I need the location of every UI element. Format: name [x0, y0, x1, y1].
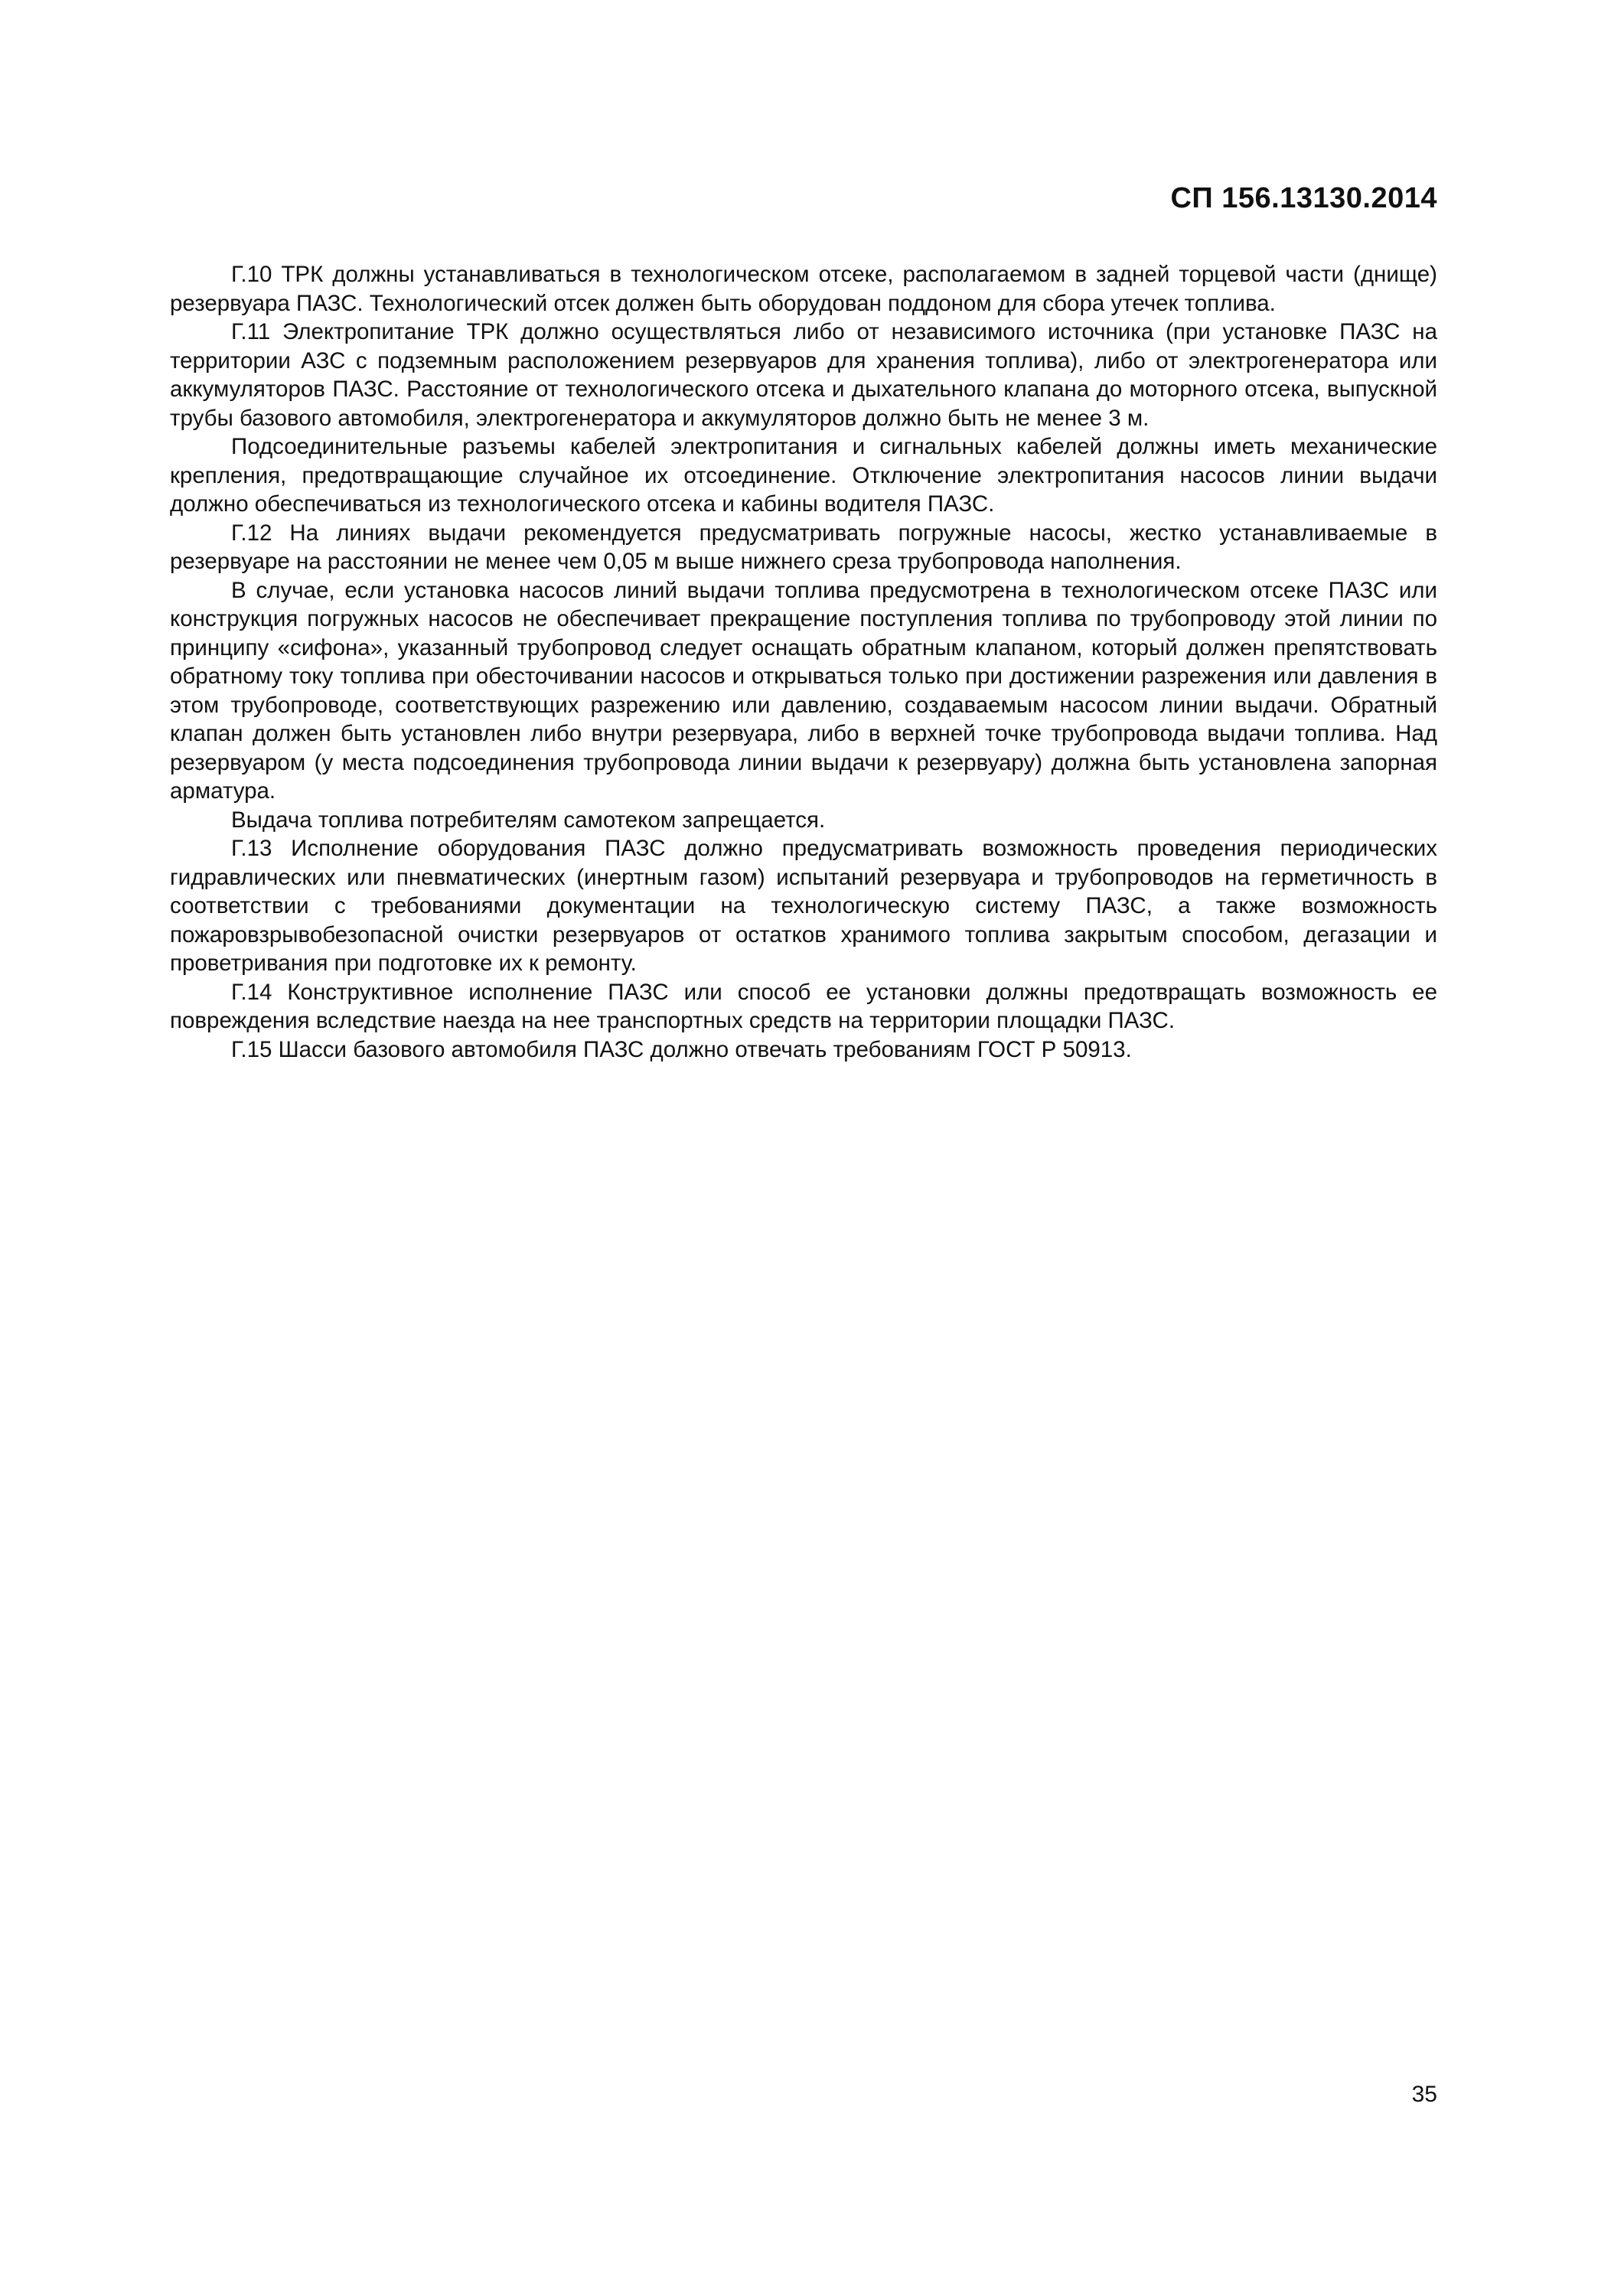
paragraph-g12-check-valve: В случае, если установка насосов линий выдачи топлива предусмотрена в технологическом отсеке ПАЗС или конструкция погружных насосов не обеспечивает прекращение поступления топлива по трубопроводу этой линии по принципу «сифона», указанный трубопровод следует оснащать обратным клапаном, который должен препятствовать обратному току топлива при обесточивании насосов и открываться только при достижении разрежения или давления в этом трубопроводе, соответствующих разрежению или давлению, создаваемым насосом линии выдачи. Обратный клапан должен быть установлен либо внутри резервуара, либо в верхней точке трубопровода выдачи топлива. Над резервуаром (у места подсоединения трубопровода линии выдачи к резервуару) должна быть установлена запорная арматура.: [170, 577, 1437, 804]
paragraph-g14: Г.14 Конструктивное исполнение ПАЗС или способ ее установки должны предотвращать возможность ее повреждения вследствие наезда на нее транспортных средств на территории площадки ПАЗС.: [170, 979, 1437, 1033]
paragraph-g10: Г.10 ТРК должны устанавливаться в технологическом отсеке, располагаемом в задней торцевой части (днище) резервуара ПАЗС. Технологический отсек должен быть оборудован поддоном для сбора утечек топлива.: [170, 262, 1437, 316]
paragraph-g12: Г.12 На линиях выдачи рекомендуется предусматривать погружные насосы, жестко устанавливаемые в резервуаре на расстоянии не менее чем 0,05 м выше нижнего среза трубопровода наполнения.: [170, 520, 1437, 574]
document-body: [170, 260, 1437, 1064]
paragraph-g15: Г.15 Шасси базового автомобиля ПАЗС должно отвечать требованиям ГОСТ Р 50913.: [231, 1036, 1132, 1062]
paragraph-g12-gravity-ban: Выдача топлива потребителям самотеком запрещается.: [231, 807, 826, 833]
document-code-header: СП 156.13130.2014: [1170, 182, 1437, 214]
paragraph-g13: Г.13 Исполнение оборудования ПАЗС должно предусматривать возможность проведения периодических гидравлических или пневматических (инертным газом) испытаний резервуара и трубопроводов на герметичность в соответствии с требованиями документации на технологическую систему ПАЗС, а также возможность пожаровзрывобезопасной очистки резервуаров от остатков хранимого топлива закрытым способом, дегазации и проветривания при подготовке их к ремонту.: [170, 836, 1437, 976]
page-number: 35: [1411, 2082, 1437, 2107]
paragraph-g11: Г.11 Электропитание ТРК должно осуществляться либо от независимого источника (при установке ПАЗС на территории АЗС с подземным расположением резервуаров для хранения топлива), либо от электрогенератора или аккумуляторов ПАЗС. Расстояние от технологического отсека и дыхательного клапана до моторного отсека, выпускной трубы базового автомобиля, электрогенератора и аккумуляторов должно быть не менее 3 м.: [170, 319, 1437, 431]
paragraph-g11-connectors: Подсоединительные разъемы кабелей электропитания и сигнальных кабелей должны иметь механические крепления, предотвращающие случайное их отсоединение. Отключение электропитания насосов линии выдачи должно обеспечиваться из технологического отсека и кабины водителя ПАЗС.: [170, 434, 1437, 517]
